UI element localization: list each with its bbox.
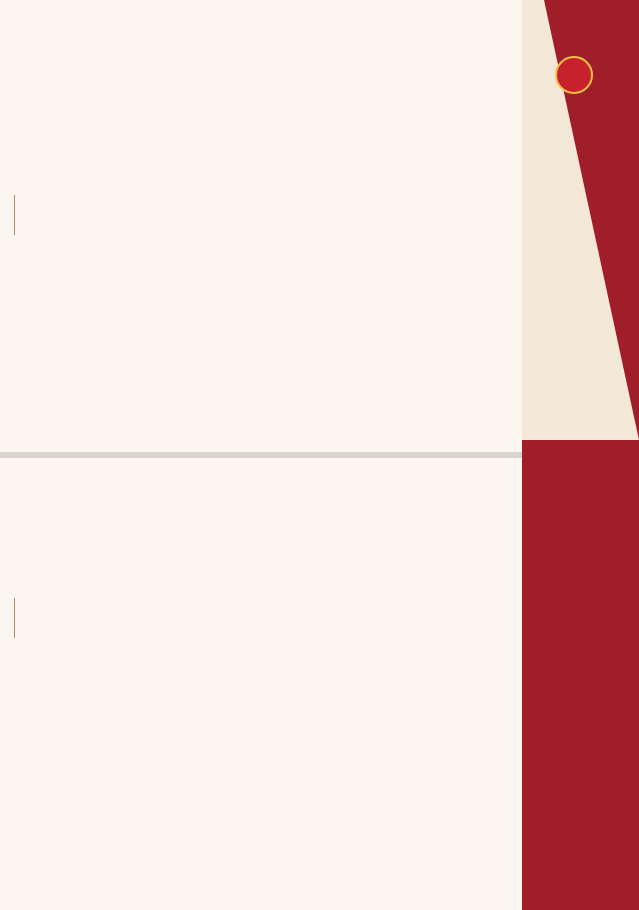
- left-motto-top: [6, 175, 22, 255]
- school-logo: [555, 56, 593, 94]
- left-motto-bottom: [6, 578, 22, 658]
- divider: [14, 598, 15, 638]
- divider: [14, 195, 15, 235]
- cover-band: [522, 0, 639, 910]
